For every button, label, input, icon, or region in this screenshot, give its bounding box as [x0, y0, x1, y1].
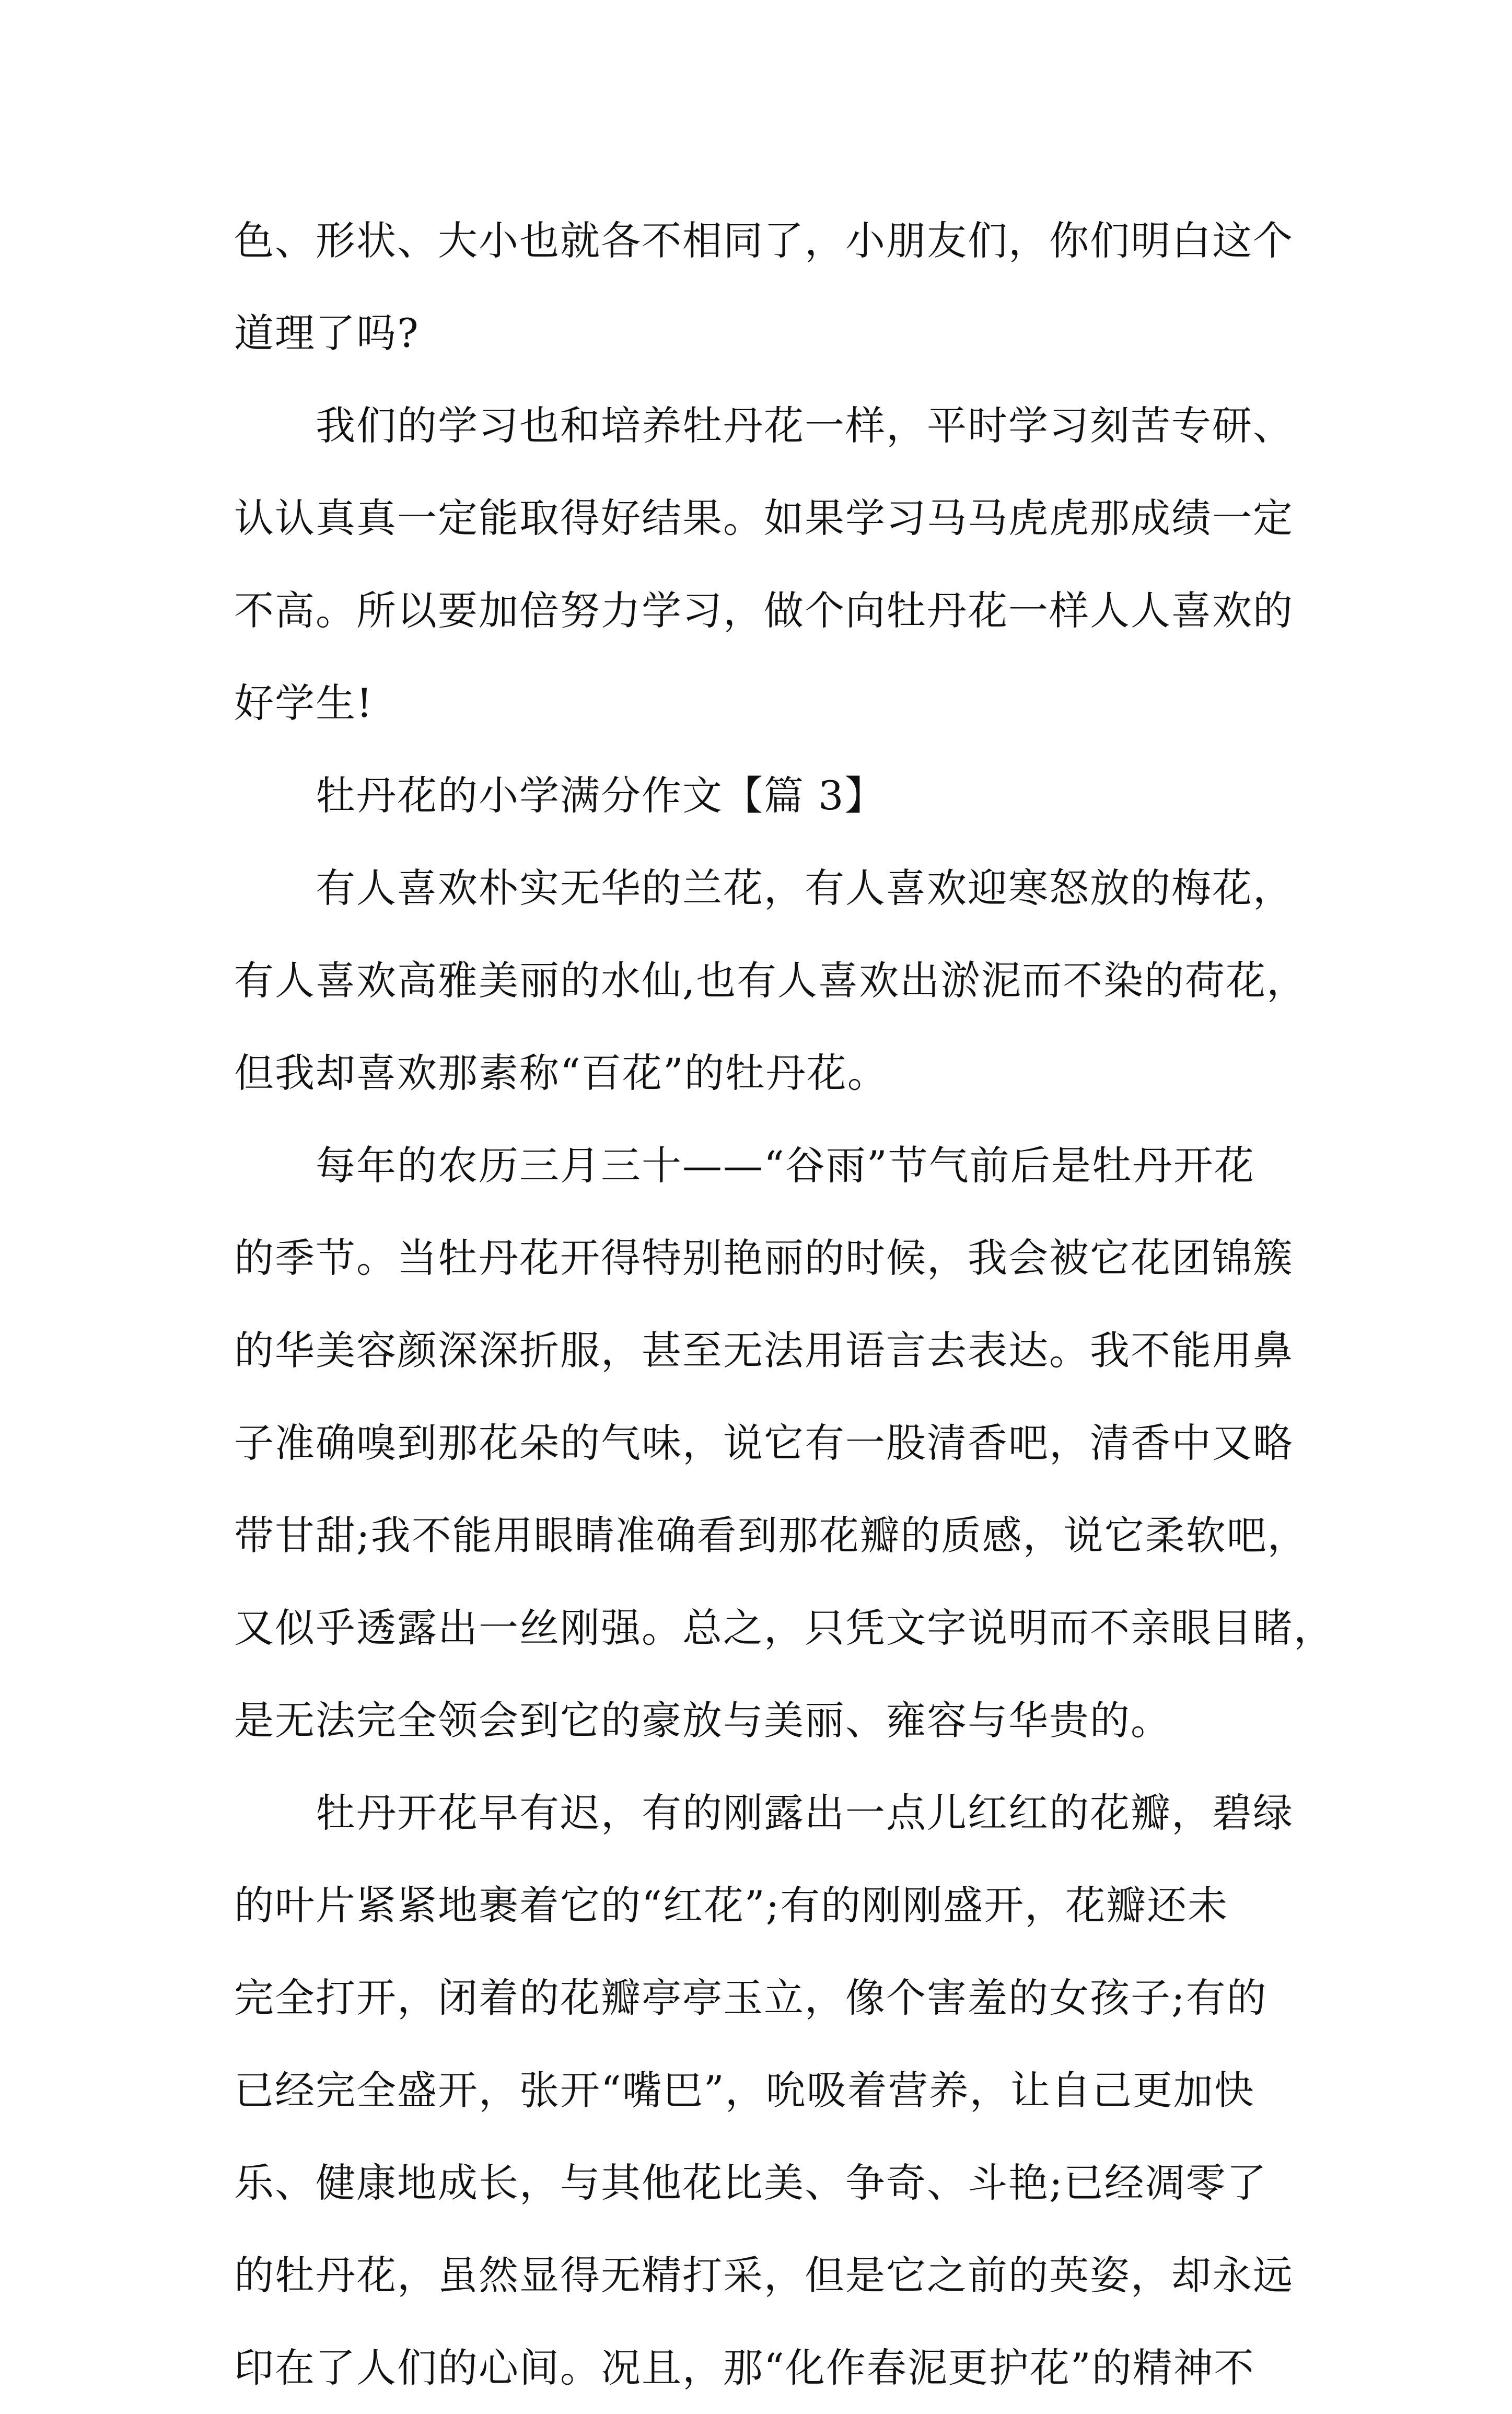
text-line: 色、形状、大小也就各不相同了，小朋友们，你们明白这个: [234, 217, 1294, 264]
text-line: 有人喜欢高雅美丽的水仙,也有人喜欢出淤泥而不染的荷花，: [234, 957, 1308, 1004]
essay-text: [234, 194, 1334, 2414]
section-heading: 牡丹花的小学满分作文【篇 3】: [316, 772, 886, 819]
text-line: 又似乎透露出一丝刚强。总之，只凭文字说明而不亲眼目睹，: [234, 1605, 1334, 1651]
paragraph-start-line: 牡丹开花早有迟，有的刚露出一点儿红红的花瓣，碧绿: [316, 1790, 1294, 1836]
text-line: 好学生!: [234, 680, 374, 726]
paragraph-start-line: 我们的学习也和培养牡丹花一样，平时学习刻苦专研、: [316, 402, 1294, 449]
text-line: 但我却喜欢那素称“百花”的牡丹花。: [234, 1050, 888, 1096]
text-line: 道理了吗?: [234, 310, 420, 356]
paragraph-start-line: 每年的农历三月三十——“谷雨”节气前后是牡丹开花: [316, 1142, 1255, 1189]
text-line: 是无法完全领会到它的豪放与美丽、雍容与华贵的。: [234, 1697, 1171, 1744]
text-line: 完全打开，闭着的花瓣亭亭玉立，像个害羞的女孩子;有的: [234, 1975, 1267, 2021]
text-line: 乐、健康地成长，与其他花比美、争奇、斗艳;已经凋零了: [234, 2160, 1267, 2206]
paragraph-start-line: 有人喜欢朴实无华的兰花，有人喜欢迎寒怒放的梅花，: [316, 865, 1294, 911]
text-line: 认认真真一定能取得好结果。如果学习马马虎虎那成绩一定: [234, 495, 1294, 541]
text-line: 的牡丹花，虽然显得无精打采，但是它之前的英姿，却永远: [234, 2252, 1294, 2299]
text-line: 的叶片紧紧地裹着它的“红花”;有的刚刚盛开，花瓣还未: [234, 1882, 1229, 1929]
text-line: 子准确嗅到那花朵的气味，说它有一股清香吧，清香中又略: [234, 1420, 1294, 1466]
text-line: 印在了人们的心间。况且，那“化作春泥更护花”的精神不: [234, 2345, 1255, 2391]
text-line: 的季节。当牡丹花开得特别艳丽的时候，我会被它花团锦簇: [234, 1235, 1294, 1281]
text-line: 带甘甜;我不能用眼睛准确看到那花瓣的质感，说它柔软吧，: [234, 1512, 1308, 1559]
text-line: 已经完全盛开，张开“嘴巴”，吮吸着营养，让自己更加快: [234, 2067, 1255, 2114]
text-line: 不高。所以要加倍努力学习，做个向牡丹花一样人人喜欢的: [234, 587, 1294, 634]
text-line: 的华美容颜深深折服，甚至无法用语言去表达。我不能用鼻: [234, 1327, 1294, 1374]
